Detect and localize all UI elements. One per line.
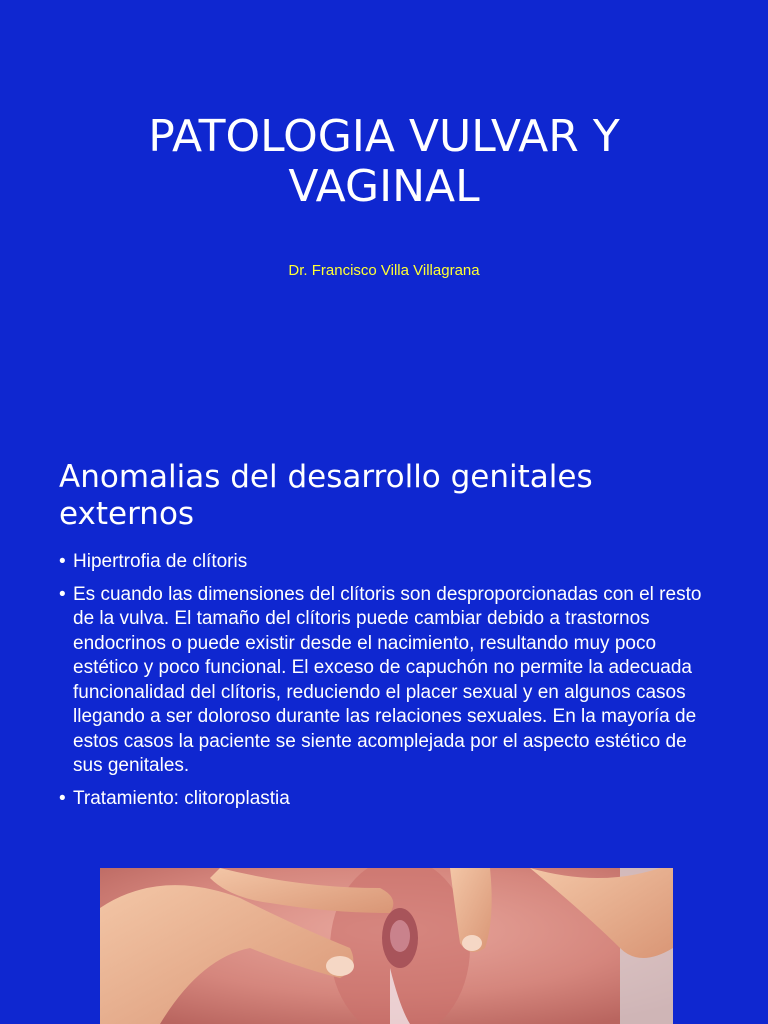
slide-title-line-1: PATOLOGIA VULVAR Y <box>148 111 620 162</box>
bullet-dot-icon: • <box>59 551 66 572</box>
bullet-item <box>59 550 709 575</box>
bullet-text: Hipertrofia de clítoris <box>73 551 248 572</box>
slide-title-line-2: VAGINAL <box>288 161 480 212</box>
section-heading-line-1: Anomalias del desarrollo genitales <box>59 459 593 495</box>
section-heading-line-2: externos <box>59 496 195 532</box>
bullet-dot-icon: • <box>59 787 66 809</box>
bullet-text: Tratamiento: clitoroplastia <box>73 787 290 809</box>
bullet-item <box>59 787 709 812</box>
section-heading <box>59 459 739 533</box>
author-name: Dr. Francisco Villa Villagrana <box>288 262 480 279</box>
bullet-dot-icon: • <box>59 583 66 605</box>
clinical-photo-illustration <box>100 868 673 1024</box>
slide-title <box>40 112 728 212</box>
bullet-list <box>59 550 709 819</box>
clinical-photo <box>100 868 673 1024</box>
bullet-item <box>59 583 709 779</box>
bullet-text: Es cuando las dimensiones del clítoris son desproporcionadas con el resto de la vulva. El tamaño del clítoris puede cambiar debido a trastornos endocrinos o puede existir desde el nacimiento, resultando muy poco estético y poco funcional. El exceso de capuchón no permite la adecuada funcionalidad del clítoris, reduciendo el placer sexual y en algunos casos llegando a ser doloroso durante las relaciones sexuales. En la mayoría de estos casos la paciente se siente acomplejada por el aspecto estético de sus genitales. <box>73 583 702 776</box>
